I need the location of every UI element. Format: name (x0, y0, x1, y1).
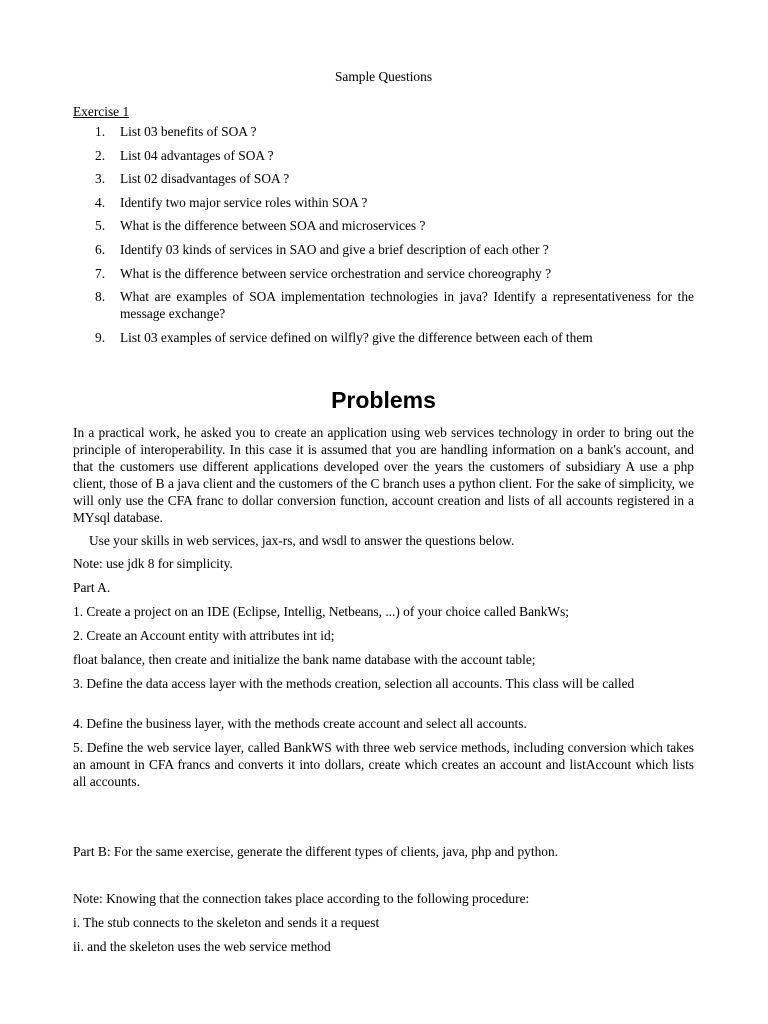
part-a-heading: Part A. (73, 580, 111, 595)
question-text: List 02 disadvantages of SOA ? (120, 171, 290, 187)
question-item (73, 194, 694, 211)
exercise-heading: Exercise 1 (73, 104, 130, 119)
question-number: 2. (95, 147, 106, 163)
document-title: Sample Questions (334, 69, 433, 84)
question-text: Identify two major service roles within SOA ? (120, 194, 368, 210)
question-text: List 03 benefits of SOA ? (120, 124, 257, 139)
skills-line: Use your skills in web services, jax-rs, and wsdl to answer the questions below. (89, 533, 515, 548)
question-item (73, 288, 694, 322)
step-3: 3. Define the data access layer with the methods creation, selection all accounts. This class will be called (73, 676, 635, 691)
question-number: 6. (95, 241, 106, 257)
procedure-step-ii: ii. and the skeleton uses the web service method (73, 939, 331, 954)
question-item (73, 170, 694, 187)
question-text: What is the difference between SOA and microservices ? (120, 218, 426, 234)
question-text: What are examples of SOA implementation technologies in java? Identify a representativeness for the message exchange? (120, 289, 694, 322)
question-item (73, 241, 694, 258)
step-1: 1. Create a project on an IDE (Eclipse, Intellig, Netbeans, ...) of your choice called BankWs; (73, 604, 570, 619)
question-item (73, 123, 694, 140)
procedure-step-i: i. The stub connects to the skeleton and sends it a request (73, 915, 380, 930)
question-list (73, 123, 694, 352)
question-item (73, 265, 694, 282)
question-text: Identify 03 kinds of services in SAO and give a brief description of each other ? (120, 241, 549, 257)
step-4: 4. Define the business layer, with the methods create account and select all accounts. (73, 716, 527, 731)
question-item (73, 217, 694, 234)
question-text: List 03 examples of service defined on wilfly? give the difference between each of them (120, 329, 593, 345)
document-page (73, 0, 694, 1024)
note-jdk: Note: use jdk 8 for simplicity. (73, 556, 233, 571)
question-number: 4. (95, 194, 106, 210)
part-b: Part B: For the same exercise, generate the different types of clients, java, php and python. (73, 844, 559, 859)
problems-heading: Problems (331, 387, 436, 413)
step-2: 2. Create an Account entity with attributes int id; (73, 628, 335, 643)
intro-paragraph: In a practical work, he asked you to create an application using web services technology in order to bring out the principle of interoperability. In this case it is assumed that you are handling information on a bank's account, and that the customers use different applications developed over the years the customers of subsidiary A use a php client, those of B a java client and the customers of the C branch uses a python client. For the sake of simplicity, we will only use the CFA franc to dollar conversion function, account creation and lists of all accounts registered in a MYsql database. (73, 425, 694, 525)
question-number: 1. (95, 124, 106, 139)
question-item (73, 329, 694, 346)
step-2-continued: float balance, then create and initialize the bank name database with the account table; (73, 652, 536, 667)
step-5: 5. Define the web service layer, called BankWS with three web service methods, including conversion which takes an amount in CFA francs and converts it into dollars, create which creates an account and listAccount which lists all accounts. (73, 740, 694, 789)
question-text: List 04 advantages of SOA ? (120, 147, 274, 163)
question-text: What is the difference between service orchestration and service choreography ? (120, 265, 552, 281)
question-number: 8. (95, 289, 106, 305)
question-number: 7. (95, 265, 106, 281)
question-item (73, 147, 694, 164)
question-number: 5. (95, 218, 106, 234)
note-connection: Note: Knowing that the connection takes place according to the following procedure: (73, 891, 530, 906)
question-number: 9. (95, 329, 106, 345)
question-number: 3. (95, 171, 106, 187)
